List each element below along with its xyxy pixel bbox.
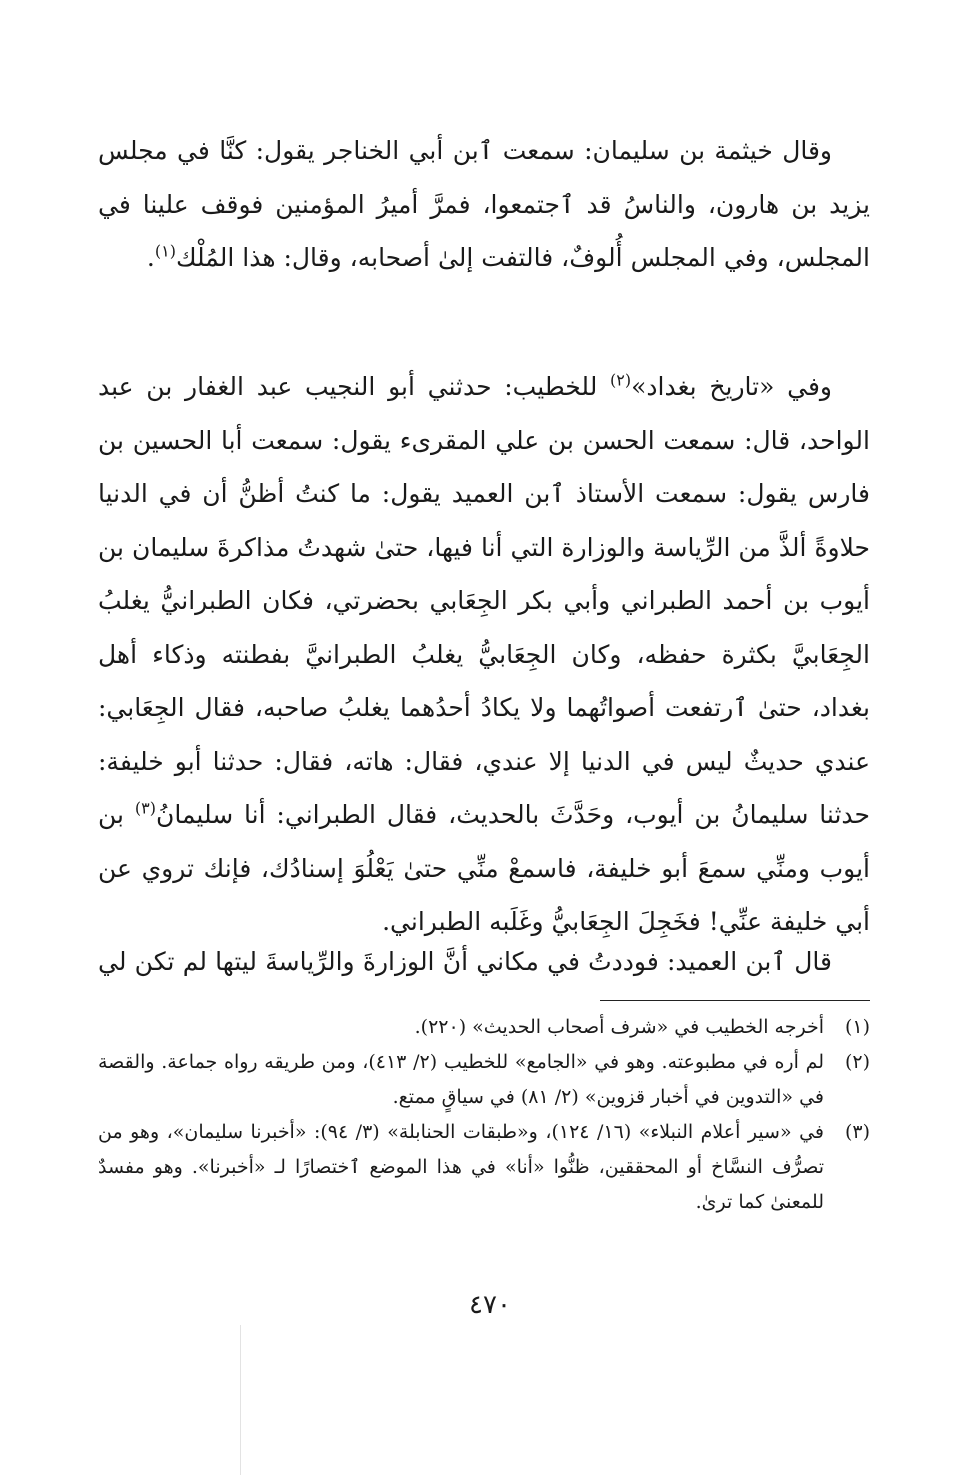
footnotes — [98, 1010, 870, 1220]
paragraph-3 — [98, 935, 870, 989]
paragraph-1 — [98, 124, 870, 285]
page-fold-line — [240, 1325, 241, 1475]
paragraph-2-text — [98, 360, 870, 949]
footnote-ref-1[interactable]: (١) — [154, 241, 176, 261]
paragraph-2 — [98, 360, 870, 949]
footnote-3-text: في «سير أعلام النبلاء» (١٦/ ١٢٤)، و«طبقات الحنابلة» (٣/ ٩٤): «أخبرنا سليمان»، وهو من تصرُّف النسَّاخ أو المحققين، ظنُّوا «أنا» في هذا الموضع ٱختصارًا لـ «أخبرنا». وهو مفسدٌ للمعنىٰ كما ترىٰ. — [98, 1121, 824, 1213]
footnote-ref-2[interactable]: (٢) — [610, 370, 632, 390]
paragraph-1-text — [98, 124, 870, 285]
footnote-3-number: (٣) — [844, 1121, 870, 1143]
footnote-divider — [600, 1000, 870, 1001]
paragraph-2-start: وفي «تاريخ بغداد» — [631, 372, 832, 401]
footnote-ref-3[interactable]: (٣) — [134, 798, 156, 818]
paragraph-3-text: قال ٱبن العميد: فوددتُ في مكاني أنَّ الوزارةَ والرِّياسةَ ليتها لم تكن لي — [98, 947, 832, 976]
footnote-1-text: أخرجه الخطيب في «شرف أصحاب الحديث» (٢٢٠). — [414, 1016, 824, 1038]
footnote-1-number: (١) — [844, 1016, 870, 1038]
footnote-2-number: (٢) — [844, 1051, 870, 1073]
footnote-2 — [98, 1045, 870, 1115]
footnote-3 — [98, 1115, 870, 1220]
page-number: ٤٧٠ — [469, 1290, 511, 1320]
paragraph-1-end: . — [146, 243, 155, 272]
paragraph-2-end: بن أيوب ومنِّي سمعَ أبو خليفة، فاسمعْ منِّي حتىٰ يَعْلُوَ إسنادُك، فإنك تروي عن أبي خليفة عنِّي! فخَجِلَ الجِعَابيُّ وغَلَبه الطبراني. — [98, 800, 870, 936]
footnote-1 — [98, 1010, 870, 1045]
paragraph-1-body: وقال خيثمة بن سليمان: سمعت ٱبن أبي الخناجر يقول: كنَّا في مجلس يزيد بن هارون، والناسُ قد ٱجتمعوا، فمرَّ أميرُ المؤمنين فوقف علينا في المجلس، وفي المجلس أُلوفٌ، فالتفت إلىٰ أصحابه، وقال: هذا المُلْك — [98, 136, 870, 272]
footnote-2-text: لم أره في مطبوعته. وهو في «الجامع» للخطيب (٢/ ٤١٣)، ومن طريقه رواه جماعة. والقصة في «التدوين في أخبار قزوين» (٢/ ٨١) في سياقٍ ممتع. — [98, 1051, 824, 1108]
paragraph-2-middle: للخطيب: حدثني أبو النجيب عبد الغفار بن عبد الواحد، قال: سمعت الحسن بن علي المقرىء يقول: سمعت أبا الحسين بن فارس يقول: سمعت الأستاذ ٱبن العميد يقول: ما كنتُ أظنُّ أن في الدنيا حلاوةً ألذَّ من الرِّياسة والوزارة التي أنا فيها، حتىٰ شهدتُ مذاكرةَ سليمان بن أيوب بن أحمد الطبراني وأبي بكر الجِعَابي بحضرتي، فكان الطبرانيُّ يغلبُ الجِعَابيَّ بكثرة حفظه، وكان الجِعَابيُّ يغلبُ الطبرانيَّ بفطنته وذكاء أهل بغداد، حتىٰ ٱرتفعت أصواتُهما ولا يكادُ أحدُهما يغلبُ صاحبه، فقال الجِعَابي: عندي حديثٌ ليس في الدنيا إلا عندي، فقال: هاته، فقال: حدثنا أبو خليفة: حدثنا سليمانُ بن أيوب، وحَدَّثَ بالحديث، فقال الطبراني: أنا سليمانُ — [98, 372, 871, 829]
